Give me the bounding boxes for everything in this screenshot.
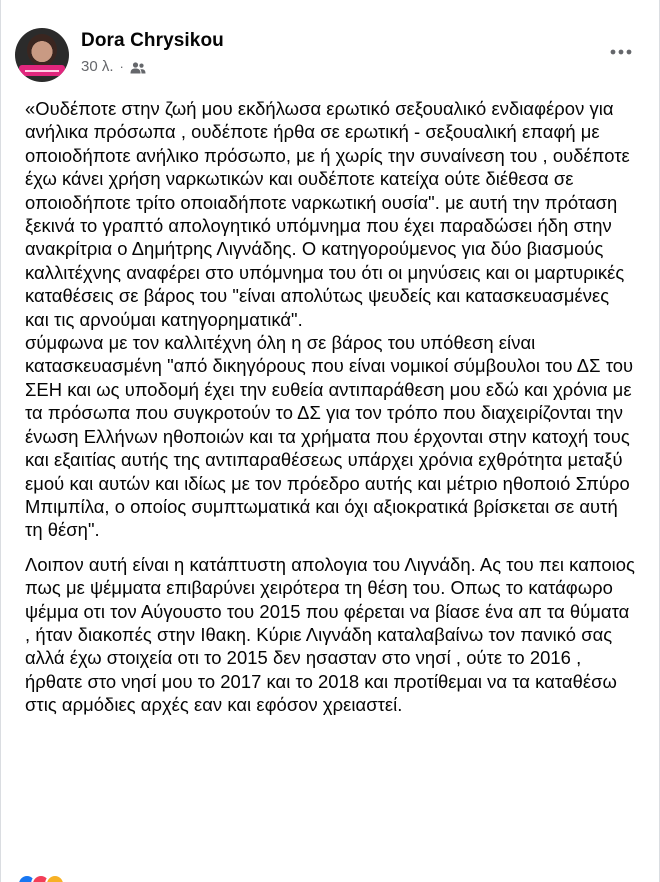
author-avatar[interactable] — [15, 28, 69, 82]
post-timestamp[interactable]: 30 λ. — [81, 58, 114, 75]
avatar-frame-text — [25, 70, 59, 72]
post-paragraph: Λοιπον αυτή είναι η κατάπτυστη απολογια του Λιγνάδη. Ας του πει καποιος πως με ψέμματα επιβαρύνει χειρότερα τη θέση του. Οπως το κατάφωρο ψέμμα οτι τον Αύγουστο του 2015 που φέρεται να βίασε ένα απ τα θύματα , ήταν διακοπές στην Ιθακη. Κύριε Λιγνάδη καταλαβαίνω τον πανικό σας αλλά έχω στοιχεία οτι το 2015 δεν ησασταν στο νησί , ούτε το 2016 , ήρθατε στο νησί μου το 2017 και το 2018 και προτίθεμαι να τα καταθέσω στις αρμόδιες αρχές εαν και εφόσον χρειαστεί. — [25, 553, 635, 716]
post-body — [25, 97, 637, 717]
more-options-icon[interactable] — [605, 40, 637, 64]
care-reaction-icon — [45, 874, 65, 882]
meta-separator: · — [119, 59, 124, 74]
friends-icon[interactable] — [130, 62, 146, 74]
avatar-photo — [27, 34, 57, 66]
post-header — [15, 24, 645, 84]
post-paragraph: «Ουδέποτε στην ζωή μου εκδήλωσα ερωτικό σεξουαλικό ενδιαφέρον για ανήλικα πρόσωπα , ουδέποτε ήρθα σε ερωτική - σεξουαλική επαφή με οποιοδήποτε ανήλικο πρόσωπο, με ή χωρίς την συναίνεση του , ουδέποτε έχω κάνει χρήση ναρκωτικών και ουδέποτε κατείχα ούτε διέθεσα σε οποιοδήποτε τρίτο οποιαδήποτε ναρκωτική ουσία". με αυτή την πρόταση ξεκινά το γραπτό απολογητικό υπόμνημα που έχει παραδώσει ήδη στην ανακρίτρια ο Δημήτρης Λιγνάδης. Ο κατηγορούμενος για δύο βιασμούς καλλιτέχνης αναφέρει στο υπόμνημα του ότι οι μηνύσεις και οι μαρτυρικές καταθέσεις σε βάρος του "είναι απολύτως ψευδείς και κατασκευασμένες και τις αρνούμαι κατηγορηματικά". — [25, 98, 630, 330]
post-meta — [81, 58, 146, 75]
author-name[interactable]: Dora Chrysikou — [81, 30, 224, 51]
reaction-icons[interactable] — [17, 874, 59, 882]
post-paragraph: σύμφωνα με τον καλλιτέχνη όλη η σε βάρος του υπόθεση είναι κατασκευασμένη "από δικηγόρους που είναι νομικοί σύμβουλοι του ΔΣ του ΣΕΗ και ως υποδομή έχει την ευθεία αντιπαράθεση μου εδώ και χρόνια με τα πρόσωπα που συγκροτούν το ΔΣ για τον τρόπο που διαχειρίζονται την ένωση Ελλήνων ηθοποιών και τα χρήματα που έρχονται στην κατοχή τους και εξαιτίας αυτής της αντιπαραθέσεως υπάρχει χρόνια εχθρότητα μεταξύ εμού και αυτών και ιδίως με τον πρόεδρο αυτής και μέτριο ηθοποιό Σπύρο Μπιμπίλα, ο οποίος συμπτωματικά και όχι αξιοκρατικά βρίσκεται σε αυτή τη θέση". — [25, 332, 634, 541]
